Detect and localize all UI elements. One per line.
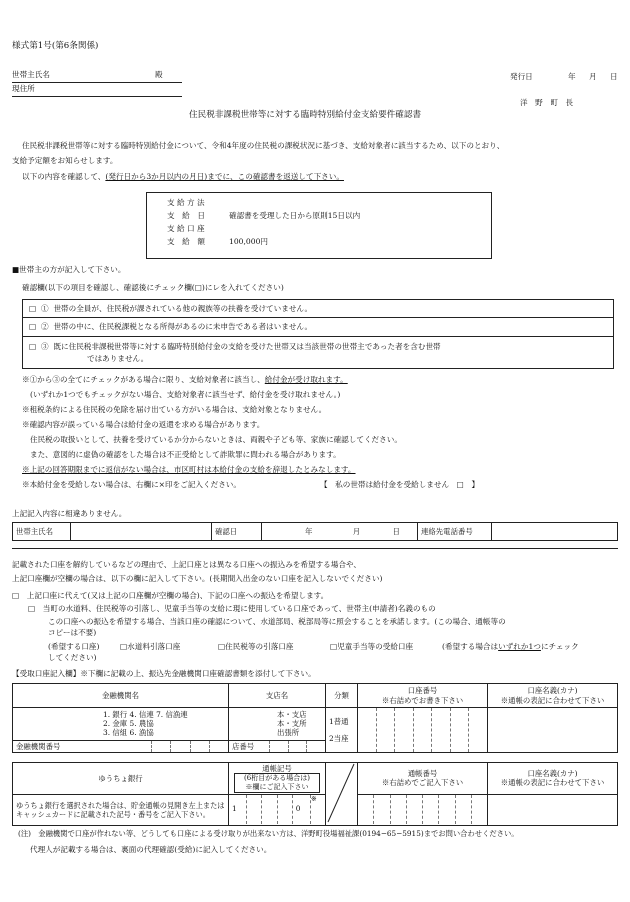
check-text-3: 既に住民税非課税世帯等に対する臨時特別給付金の支給を受けた世帯又は当該世帯の世帯主であった者を含む世帯 [53, 342, 441, 351]
branch-type-3: 出張所 [277, 728, 300, 738]
intro-line-3 [22, 172, 344, 181]
note-4: ※確認内容が誤っている場合は給付金の返還を求める場合があります。 [22, 420, 265, 429]
passbook-digit-2[interactable] [373, 795, 389, 824]
check-text-3-cont: ではありません。 [87, 354, 149, 363]
confirm-statement: 上記記入内容に相違ありません。 [12, 509, 127, 518]
yucho-slash-cell [326, 763, 358, 826]
check-text-2: 世帯の中に、住民税課税となる所得があるのに未申告である者はいません。 [53, 322, 313, 331]
issuer-name: 洋 野 町 長 [520, 98, 574, 107]
yucho-name-field[interactable] [488, 794, 618, 826]
mark-star[interactable]: ※ [310, 795, 325, 824]
passbook-number-sub: ※右詰めでご記入下さい [381, 778, 464, 788]
account-name-title: 口座名義(カナ) [527, 686, 578, 696]
option-child[interactable]: □児童手当等の受給口座 [330, 642, 414, 651]
account-change-p1: 記載された口座を解約しているなどの理由で、上記口座とは異なる口座への振込みを希望する場合や、 [12, 560, 362, 569]
acct-digit-4[interactable] [413, 708, 432, 752]
mark-digit-5: 0 [292, 795, 310, 824]
note-2: (いずれか1つでもチェックがない場合、支給対象者に該当せず、給付金を受け取れません。) [30, 390, 341, 399]
note-3: ※租税条約による住民税の免除を届け出ている方がいる場合は、支給対象となりません。 [22, 405, 327, 414]
account-name-sub: ※通帳の表記に合わせて下さい [500, 695, 605, 705]
issue-year: 年 [568, 72, 576, 81]
passbook-digit-5[interactable] [422, 795, 438, 824]
branch-header: 支店名 [229, 684, 326, 708]
passbook-digit-6[interactable] [438, 795, 454, 824]
passbook-number-title: 通帳番号 [407, 769, 438, 779]
passbook-mark-title: 通帳記号 [262, 763, 292, 773]
bank-code-digit-4[interactable] [209, 741, 228, 752]
check-num-3: ③ [41, 342, 49, 351]
yucho-name-sub: ※通帳の表記に合わせて下さい [500, 778, 605, 788]
type-ordinary: 1普通 [329, 717, 349, 727]
payment-account-label: 支 給 口 座 [167, 224, 205, 233]
mark-digit-4[interactable] [277, 795, 292, 824]
bank-code-digit-3[interactable] [190, 741, 209, 752]
check-divider-2 [23, 336, 613, 337]
account-name-header [488, 684, 618, 708]
check-instruction: 確認欄(以下の項目を確認し、確認後にチェック欄(□)にレを入れてください) [22, 283, 284, 292]
check-row-2[interactable] [29, 322, 312, 331]
check-num-1: ① [41, 304, 49, 313]
branch-type-1: 本・支店 [277, 709, 307, 719]
sign-date-field[interactable] [262, 523, 418, 541]
option-note-d: してください) [48, 653, 97, 662]
account-option-label: (希望する口座) [48, 642, 100, 651]
acct-digit-1[interactable] [358, 708, 376, 752]
type-header: 分類 [326, 684, 358, 708]
branch-code-cell[interactable] [229, 740, 326, 752]
bank-types-1: 1. 銀行 4. 信連 7. 信漁連 [103, 709, 188, 719]
passbook-mark-field[interactable] [229, 794, 326, 826]
note-1b: 給付金が受け取れます。 [264, 375, 348, 384]
bank-code-digit-2[interactable] [170, 741, 189, 752]
passbook-mark-sub1: (6桁目がある場合は) [244, 774, 310, 783]
branch-code-digit-1[interactable] [269, 741, 288, 752]
check-row-1[interactable] [29, 304, 312, 313]
issue-date-label: 発行日 [510, 72, 533, 81]
passbook-number-header [358, 763, 488, 795]
checkbox-1[interactable]: □ [29, 304, 37, 313]
sign-phone-field[interactable] [492, 523, 618, 541]
checkbox-2[interactable]: □ [29, 322, 37, 331]
bank-types-2: 2. 金庫 5. 農協 [103, 719, 154, 729]
branch-type-2: 本・支所 [277, 719, 307, 729]
option-note-c: にチェック [540, 642, 579, 651]
passbook-mark-header [229, 763, 326, 795]
bank-types-3: 3. 信組 6. 漁協 [103, 728, 154, 738]
note-5: 住民税の取扱いとして、扶養を受けているか分からないときは、両親や子ども等、家族に確認してください。 [30, 435, 402, 444]
householder-name-label: 世帯主氏名 [12, 70, 50, 79]
passbook-digit-1[interactable] [358, 795, 373, 824]
payment-method-label: 支 給 方 法 [167, 198, 205, 207]
acct-digit-2[interactable] [376, 708, 395, 752]
form-title: 住民税非課税世帯等に対する臨時特別給付金支給要件確認書 [189, 110, 422, 120]
account-number-header [358, 684, 488, 708]
bank-type-cell[interactable] [13, 708, 229, 741]
branch-code-label: 店番号 [232, 741, 255, 751]
mark-digit-1: 1 [232, 804, 237, 814]
account-change-c4: コピーは不要) [48, 628, 97, 637]
section-divider [12, 548, 618, 549]
passbook-number-field[interactable] [358, 794, 488, 826]
check-text-1: 世帯の全員が、住民税が課されている他の親族等の扶養を受けていません。 [53, 304, 313, 313]
sign-month: 月 [352, 526, 361, 536]
yucho-name-title: 口座名義(カナ) [527, 769, 578, 779]
payment-amount-label: 支 給 額 [167, 237, 205, 246]
account-change-c2[interactable]: □ 当町の水道料、住民税等の引落し、児童手当等の支給に現に使用している口座であって、世帯主(申請者)名義のもの [28, 604, 436, 613]
check-table [22, 299, 614, 369]
account-change-c1[interactable]: □ 上記口座に代えて(又は上記の口座欄が空欄の場合)、下記の口座への振込を希望します。 [12, 591, 329, 600]
receive-heading: 【受取口座記入欄】※下欄に記載の上、振込先金融機関口座確認書類を添付して下さい。 [12, 669, 316, 678]
acct-digit-3[interactable] [394, 708, 413, 752]
intro-prefix: 以下の内容を確認して、 [22, 172, 106, 181]
payment-info-box [146, 192, 492, 259]
yucho-name-header [488, 763, 618, 795]
sign-householder-label: 世帯主氏名 [13, 523, 71, 541]
account-name-field[interactable] [488, 708, 618, 753]
passbook-mark-sub2: ※欄にご記入下さい [245, 782, 309, 791]
bank-code-digit-1[interactable] [151, 741, 170, 752]
passbook-digit-4[interactable] [406, 795, 422, 824]
yucho-table [12, 762, 618, 826]
intro-deadline: (発行日から3か月以内の月日)までに、この確認書を返送して下さい。 [105, 172, 344, 181]
option-water[interactable]: □水道料引落口座 [120, 642, 181, 651]
payment-date-label: 支 給 日 [167, 211, 205, 220]
acct-digit-7[interactable] [468, 708, 487, 752]
passbook-digit-8[interactable] [471, 795, 487, 824]
account-type-cell[interactable] [326, 708, 358, 753]
sign-phone-label: 連絡先電話番号 [418, 523, 492, 541]
bank-code-cell[interactable] [13, 740, 229, 752]
passbook-mark-note [234, 773, 320, 793]
branch-type-cell[interactable] [229, 708, 326, 741]
checkbox-3[interactable]: □ [29, 342, 37, 351]
yucho-note: ゆうちょ銀行を選択された場合は、貯金通帳の見開き左上またはキャッシュカードに記載された記号・番号をご記入下さい。 [13, 794, 229, 826]
note-6: また、意図的に虚偽の確認をした場合は不正受給として詐欺罪に問われる場合があります。 [30, 450, 341, 459]
note-1 [22, 375, 348, 384]
householder-name-line [12, 82, 182, 83]
bank-name-header: 金融機関名 [13, 684, 229, 708]
branch-code-digit-2[interactable] [288, 741, 307, 752]
option-note-a: (希望する場合は [442, 642, 499, 651]
address-label: 現住所 [12, 84, 35, 93]
issue-month: 月 [589, 72, 597, 81]
option-tax[interactable]: □住民税等の引落口座 [218, 642, 294, 651]
sign-householder-field[interactable] [71, 523, 212, 541]
footer-note-2: 代理人が記載する場合は、裏面の代理確認(受給)に記入してください。 [30, 845, 272, 854]
account-change-p2: 上記口座欄が空欄の場合は、以下の欄に記入して下さい。(長期間入出金のない口座を記入しないでください) [12, 574, 383, 583]
option-note-b: いずれか1つ [498, 642, 541, 651]
diagonal-slash-icon [326, 763, 356, 823]
passbook-digit-7[interactable] [455, 795, 471, 824]
footer-note-1: (注) 金融機関で口座が作れない等、どうしても口座による受け取りが出来ない方は、洋野町役場福祉課(0194−65−5915)までお問い合わせください。 [18, 829, 519, 838]
intro-line-2: 支給予定額をお知らせします。 [12, 156, 118, 165]
payment-date-value: 確認書を受理した日から原則15日以内 [229, 211, 361, 220]
note-7: ※上記の回答期限までに返信がない場合は、市区町村は本給付金の支給を辞退したとみなします。 [22, 465, 356, 474]
note-1a: ※①から③の全てにチェックがある場合に限り、支給対象者に該当し、 [22, 375, 265, 384]
note-8: ※本給付金を受給しない場合は、右欄に×印をご記入ください。 [22, 480, 241, 489]
mark-digit-3[interactable] [261, 795, 276, 824]
signature-row [12, 522, 618, 541]
branch-code-digit-3[interactable] [306, 741, 325, 752]
bank-account-table [12, 683, 618, 753]
sign-day: 日 [392, 526, 400, 536]
check-divider-1 [23, 317, 613, 318]
check-num-2: ② [41, 322, 49, 331]
sign-date-label: 確認日 [212, 523, 262, 541]
account-change-c3: この口座への振込を希望する場合、当該口座の確認について、水道部局、税部局等に照会することを承諾します。(この場合、通帳等の [48, 617, 506, 626]
mark-digit-2[interactable] [246, 795, 261, 824]
option-note [442, 642, 579, 651]
bank-code-label: 金融機関番号 [16, 741, 61, 751]
yucho-label: ゆうちょ銀行 [13, 763, 229, 795]
honorific: 殿 [155, 70, 163, 79]
issue-day: 日 [610, 72, 618, 81]
address-line [12, 96, 182, 97]
account-number-sub: ※右詰めでお書き下さい [381, 695, 464, 705]
account-number-field[interactable] [358, 708, 488, 753]
decline-checkbox[interactable]: 【 私の世帯は給付金を受給しません □ 】 [320, 480, 480, 489]
form-number: 様式第1号(第6条関係) [12, 41, 99, 51]
account-number-title: 口座番号 [407, 686, 438, 696]
intro-line-1: 住民税非課税世帯等に対する臨時特別給付金について、令和4年度の住民税の課税状況に基づき、支給対象者に該当するため、以下のとおり、 [22, 141, 505, 150]
sign-year: 年 [305, 526, 313, 536]
payment-amount-value: 100,000円 [229, 237, 268, 246]
passbook-digit-3[interactable] [390, 795, 406, 824]
type-current: 2当座 [329, 733, 349, 743]
acct-digit-5[interactable] [431, 708, 450, 752]
acct-digit-6[interactable] [450, 708, 469, 752]
householder-section-heading: ■世帯主の方が記入して下さい。 [12, 265, 126, 274]
check-row-3[interactable] [29, 342, 441, 351]
